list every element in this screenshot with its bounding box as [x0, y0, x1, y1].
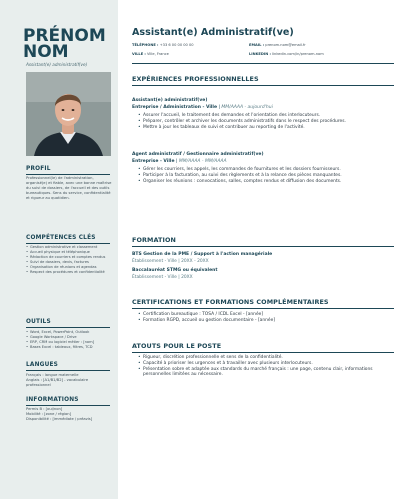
- job-bullet: • Préparer, contrôler et archiver les documents administratifs dans le respect des procédures.: [138, 119, 392, 125]
- job-role: Assistant(e) administratif(ve): [132, 98, 208, 103]
- linkedin-value: linkedin.com/in/prenom-nom: [272, 52, 324, 56]
- header-divider: [132, 63, 394, 64]
- certification-item: • Certification bureautique : TOSA / ICDL Excel - [année]: [138, 312, 392, 318]
- assets-heading: ATOUTS POUR LE POSTE: [132, 342, 222, 350]
- job-bullet: • Participer à la facturation, au suivi des règlements et à la relance des pièces manquantes.: [138, 173, 392, 179]
- asset-item: • Présentation sobre et adaptée aux standards du marché français : une page, contenu clair, informations personnelles limitées au nécessaire.: [138, 367, 392, 379]
- job-company-line: Entreprise / Administration - Ville | MM/AAAA - aujourd'hui: [132, 105, 273, 110]
- job-company: Entreprise / Administration - Ville: [132, 105, 218, 110]
- info-text: Permis B : [oui/non] Mobilité : [zone / région] Disponibilité : [immédiate / préavis]: [26, 407, 93, 422]
- main-content: [118, 0, 405, 499]
- job-bullets: [138, 167, 392, 184]
- job-bullet: • Assurer l'accueil, le traitement des demandes et l'orientation des interlocuteurs.: [138, 113, 392, 119]
- skill-item: • Rédaction de courriers et comptes rendus: [26, 255, 112, 260]
- contact-phone: [132, 43, 194, 47]
- certifications-list: [138, 312, 392, 324]
- info-heading: INFORMATIONS: [26, 397, 79, 403]
- job-company-line: Entreprise - Ville | MM/AAAA - MM/AAAA: [132, 159, 227, 164]
- assets-divider: [132, 352, 394, 353]
- skill-item: • Respect des procédures et confidentialité: [26, 270, 112, 275]
- email-label: EMAIL :: [249, 43, 265, 47]
- skills-heading: COMPÉTENCES CLÉS: [26, 235, 96, 241]
- job-title: Assistant(e) Administratif(ve): [132, 27, 294, 38]
- languages-text: Français : langue maternelle Anglais : [A1/B1/B2] - vocabulaire professionnel: [26, 373, 89, 388]
- skill-item: • Suivi de dossiers, devis, factures: [26, 260, 112, 265]
- job-bullet: • Organiser les réunions : convocations, salles, comptes rendus et diffusion des documents.: [138, 179, 392, 185]
- email-value: prenom.nom@email.fr: [265, 43, 306, 47]
- job-dates: MM/AAAA - MM/AAAA: [178, 159, 227, 164]
- candidate-name: [23, 28, 106, 60]
- contact-email: [249, 43, 306, 47]
- job-bullet: • Mettre à jour les tableaux de suivi et contribuer au reporting de l'activité.: [138, 125, 392, 131]
- skill-item: • Organisation de réunions et agendas: [26, 265, 112, 270]
- contact-city: [132, 52, 169, 56]
- candidate-subtitle: Assistant(e) administratif(ve): [26, 62, 88, 67]
- degree-detail: Établissement - Ville | 20XX: [132, 275, 193, 280]
- asset-item: • Rigueur, discrétion professionnelle et sens de la confidentialité.: [138, 355, 392, 361]
- degree-title: BTS Gestion de la PME / Support à l'action managériale: [132, 252, 273, 257]
- phone-label: TÉLÉPHONE :: [132, 43, 159, 47]
- city-label: VILLE :: [132, 52, 146, 56]
- contact-linkedin: [249, 52, 324, 56]
- education-heading: FORMATION: [132, 236, 176, 244]
- skill-item: • Accueil physique et téléphonique: [26, 250, 112, 255]
- profile-divider: [26, 174, 110, 175]
- asset-item: • Capacité à prioriser les urgences et à travailler avec plusieurs interlocuteurs.: [138, 361, 392, 367]
- sidebar: [0, 0, 118, 499]
- skills-list: [26, 245, 112, 274]
- tool-item: • Word, Excel, PowerPoint, Outlook: [26, 330, 112, 335]
- last-name: NOM: [23, 42, 69, 62]
- degree-title: Baccalauréat STMG ou équivalent: [132, 268, 218, 273]
- job-bullet: • Gérer les courriers, les appels, les commandes de fournitures et les dossiers fournisseurs.: [138, 167, 392, 173]
- tools-divider: [26, 327, 110, 328]
- first-name: PRÉNOM: [23, 26, 106, 46]
- job-role: Agent administratif / Gestionnaire administratif(ve): [132, 152, 264, 157]
- tools-heading: OUTILS: [26, 319, 51, 325]
- tools-list: [26, 330, 112, 350]
- profile-heading: PROFIL: [26, 166, 51, 172]
- certifications-divider: [132, 308, 394, 309]
- degree-detail: Établissement - Ville | 20XX - 20XX: [132, 259, 209, 264]
- certification-item: • Formation RGPD, accueil ou gestion documentaire - [année]: [138, 318, 392, 324]
- tool-item: • Bases Excel : tableaux, filtres, TCD: [26, 345, 112, 350]
- job-company: Entreprise - Ville: [132, 159, 175, 164]
- info-divider: [26, 405, 110, 406]
- assets-list: [138, 355, 392, 378]
- experience-heading: EXPÉRIENCES PROFESSIONNELLES: [132, 75, 259, 83]
- tool-item: • Google Workspace / Drive: [26, 335, 112, 340]
- linkedin-label: LINKEDIN :: [249, 52, 271, 56]
- profile-text: Professionnel(le) de l'administration, organisé(e) et fiable, avec une bonne maîtrise du suivi de dossiers, de l'accueil et des outils bureautiques. Sens du service, confidentialité et rigueur au quotidien.: [26, 176, 112, 201]
- tool-item: • ERP, CRM ou logiciel métier : [nom]: [26, 340, 112, 345]
- city-value: Ville, France: [147, 52, 169, 56]
- phone-value: +33 6 00 00 00 00: [159, 43, 194, 47]
- job-dates: MM/AAAA - aujourd'hui: [221, 105, 273, 110]
- skills-divider: [26, 243, 110, 244]
- certifications-heading: CERTIFICATIONS ET FORMATIONS COMPLÉMENTAIRES: [132, 298, 329, 306]
- languages-heading: LANGUES: [26, 362, 59, 368]
- skill-item: • Gestion administrative et classement: [26, 245, 112, 250]
- languages-divider: [26, 370, 110, 371]
- job-bullets: [138, 113, 392, 130]
- experience-divider: [132, 85, 394, 86]
- profile-photo: [26, 72, 111, 156]
- education-divider: [132, 246, 394, 247]
